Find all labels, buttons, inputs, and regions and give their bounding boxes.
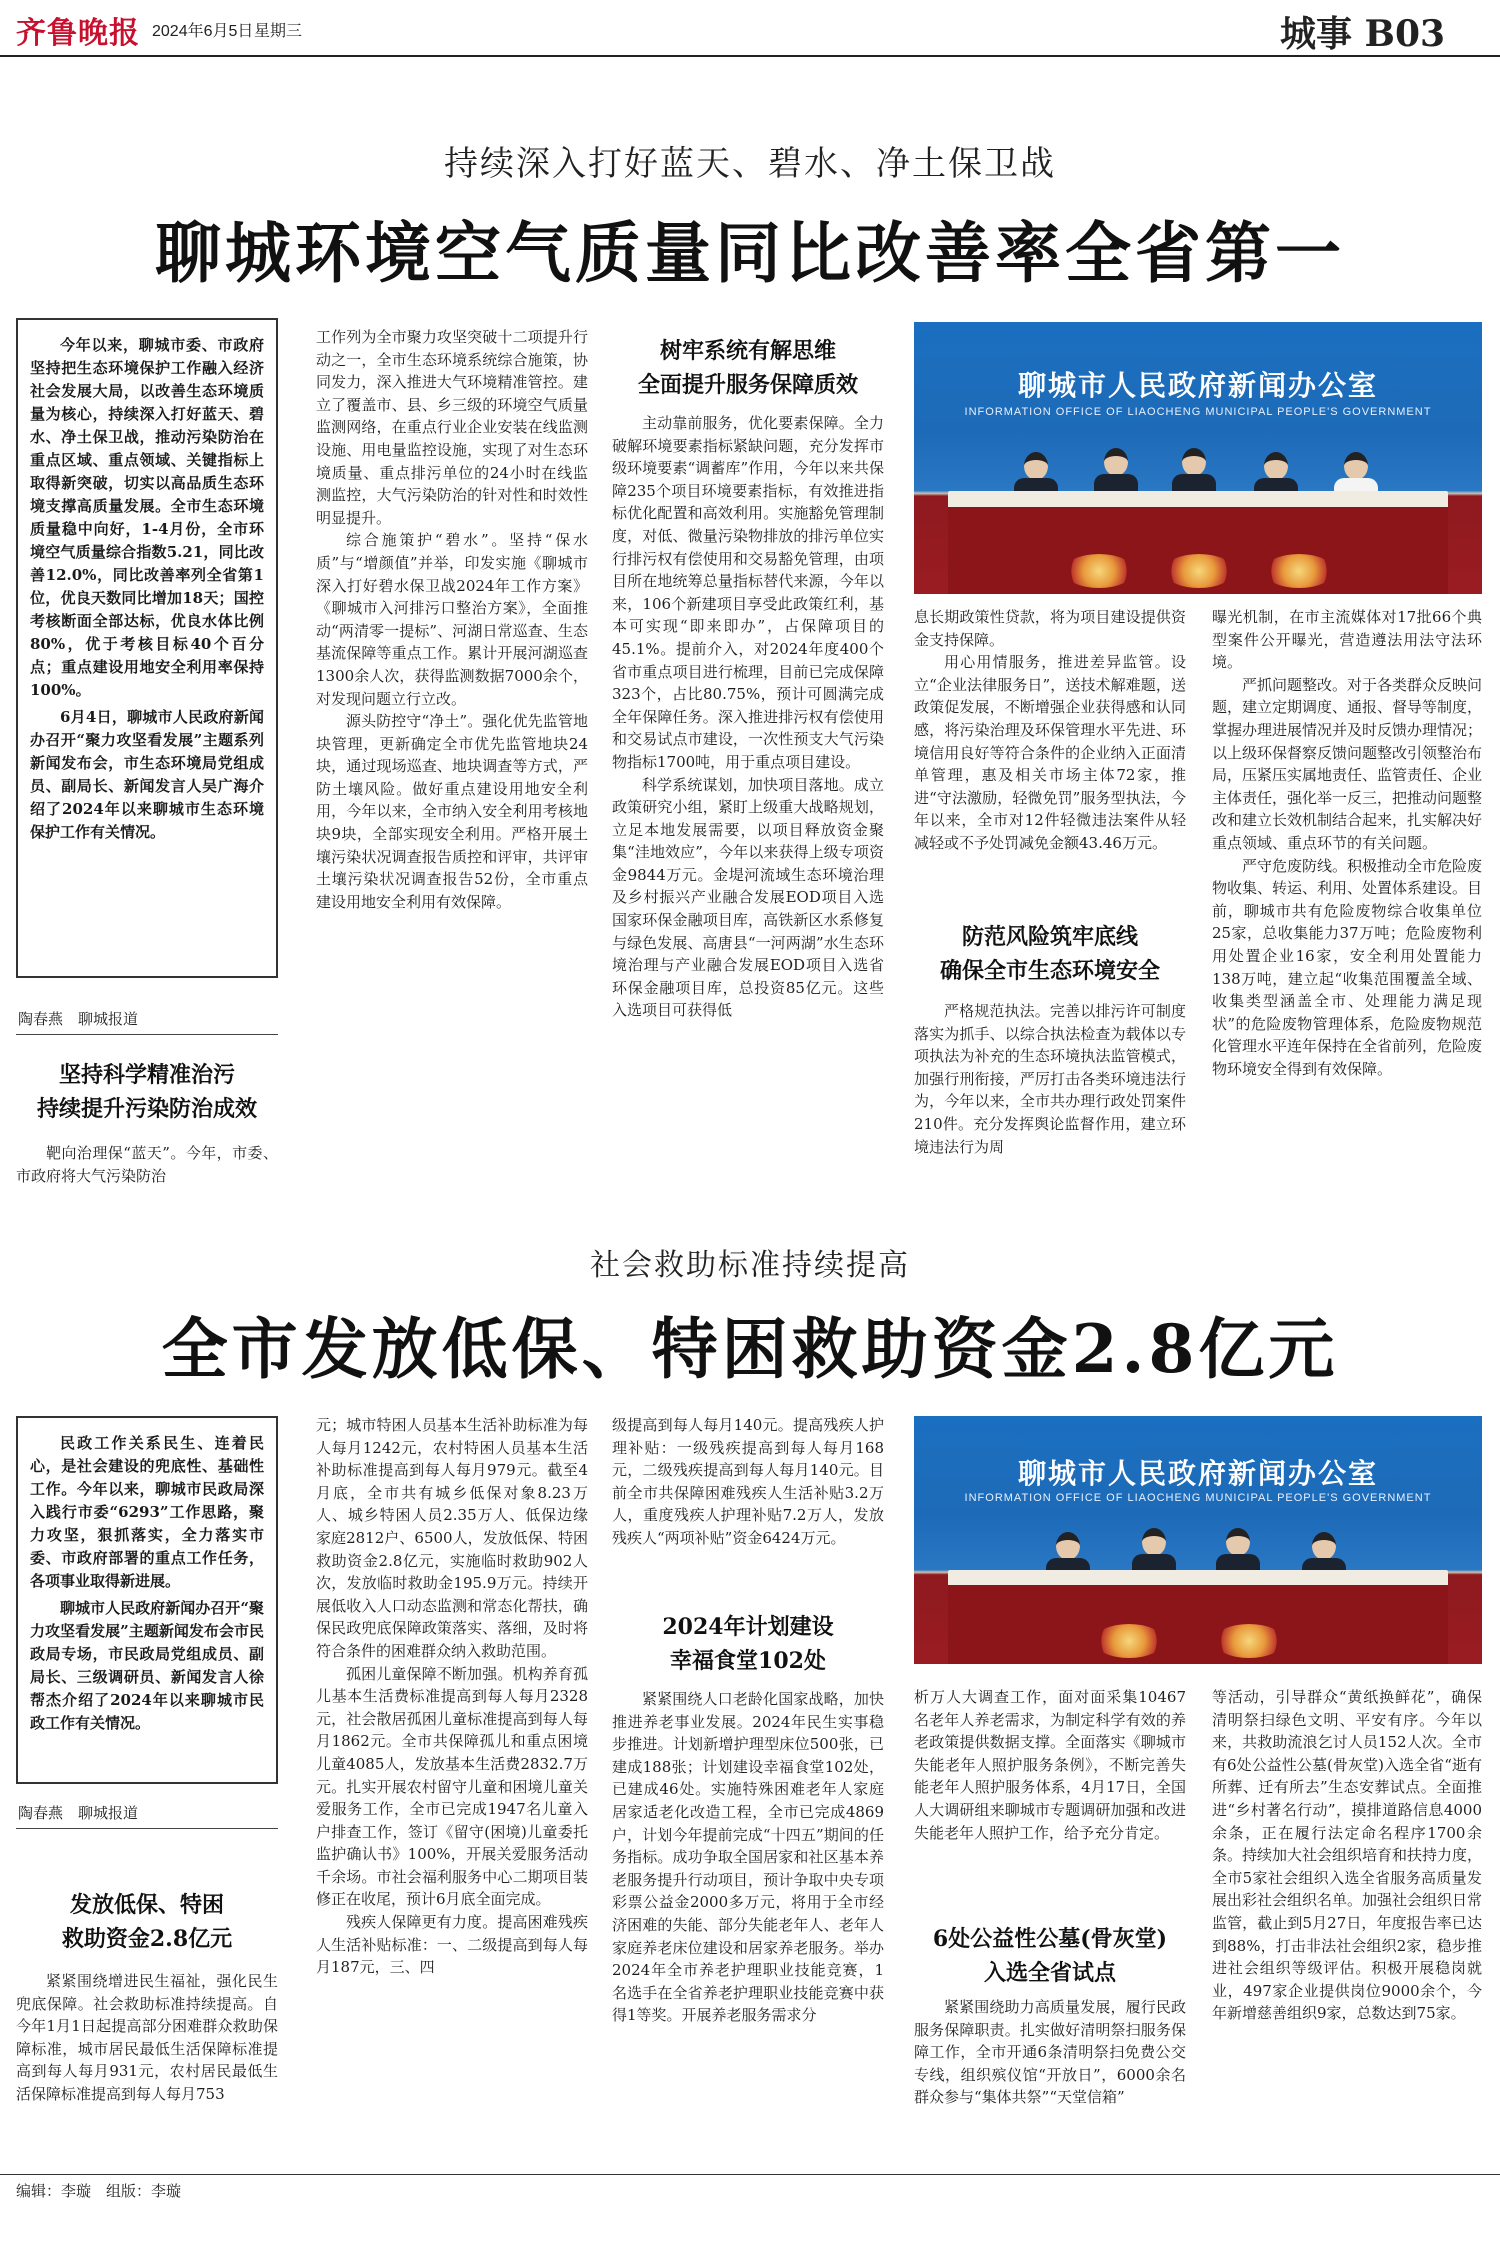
story1-headline: 聊城环境空气质量同比改善率全省第一	[155, 214, 1345, 292]
story2-subhead3	[914, 1922, 1186, 1990]
story1-lead-box	[16, 318, 278, 978]
subhead-line: 2024年计划建设	[662, 1614, 834, 1640]
issue-weekday: 星期三	[254, 21, 303, 40]
flower-arrangement	[1094, 1624, 1164, 1658]
flower-arrangement	[1264, 554, 1334, 588]
newspaper-logo: 齐鲁晚报	[16, 16, 140, 51]
article-paragraph: 等活动，引导群众“黄纸换鲜花”，确保清明祭扫绿色文明、平安有序。今年以来，共救助流浪乞讨人员152人次。全市有6处公益性公墓(骨灰堂)入选全省“逝有所葬、迁有所去”生态安葬试点。全面推进“乡村著名行动”，摸排道路信息4000余条，正在履行法定命名程序1700余条。持续加大社会组织培育和扶持力度，全市5家社会组织入选全省服务高质量发展出彩社会组织名单。加强社会组织日常监管，截止到5月27日，年度报告率已达到88%，打击非法社会组织2家，稳步推进社会组织等级评估。积极开展稳岗就业，497家企业提供岗位9000余个，今年新增慈善组织9家，总数达到75家。	[1212, 1688, 1482, 2023]
article-paragraph: 工作列为全市聚力攻坚突破十二项提升行动之一，全市生态环境系统综合施策，协同发力，深入推进大气环境精准管控。建立了覆盖市、县、乡三级的环境空气质量监测网络，在重点行业企业安装在线监测设施、用电量监控设施，实现了对生态环境质量、重点排污单位的24小时在线监测监控，大气污染防治的针对性和时效性明显提升。	[316, 328, 588, 527]
story1-kicker: 持续深入打好蓝天、碧水、净土保卫战	[444, 144, 1056, 184]
photo-banner-title: 聊城市人民政府新闻办公室	[1017, 1457, 1378, 1490]
photo-banner-subtitle: INFORMATION OFFICE OF LIAOCHENG MUNICIPAL PEOPLE'S GOVERNMENT	[964, 1492, 1432, 1504]
article-paragraph: 析万人大调查工作，面对面采集10467名老年人养老需求，为制定科学有效的养老政策提供数据支撑。全面落实《聊城市失能老年人照护服务条例》，不断完善失能老年人照护服务体系，4月17日，全国人大调研组来聊城市专题调研加强和改进失能老年人照护工作，给予充分肯定。	[914, 1688, 1186, 1842]
article-paragraph: 紧紧围绕增进民生福祉，强化民生兜底保障。社会救助标准持续提高。自今年1月1日起提高部分困难群众救助保障标准，城市居民最低生活保障标准提高到每人每月931元，农村居民最低生活保障标准提高到每人每月753	[16, 1972, 278, 2103]
story1-subhead2	[612, 334, 884, 402]
story1-col4	[914, 606, 1186, 898]
story1-col4-cont	[914, 1000, 1186, 1198]
story1-lead-paragraph: 今年以来，聊城市委、市政府坚持把生态环境保护工作融入经济社会发展大局，以改善生态环境质量为核心，持续深入打好蓝天、碧水、净土保卫战，推动污染防治在重点区域、重点领域、关键指标上取得新突破，切实以高品质生态环境支撑高质量发展。全市生态环境质量稳中向好，1-4月份，全市环境空气质量综合指数5.21，同比改善12.0%，同比改善率列全省第1位，优良天数同比增加18天；国控考核断面全部达标，优良水体比例80%，优于考核目标40个百分点；重点建设用地安全利用率保持100%。	[30, 336, 264, 699]
story2-col3	[612, 1414, 884, 1598]
story2-col4-cont	[914, 1996, 1186, 2166]
article-paragraph: 靶向治理保“蓝天”。今年，市委、市政府将大气污染防治	[16, 1144, 278, 1185]
article-paragraph: 元；城市特困人员基本生活补助标准为每人每月1242元，农村特困人员基本生活补助标准提高到每人每月979元。截至4月底，全市共有城乡低保对象8.23万人、城乡特困人员2.35万人、低保边缘家庭2812户、6500人，发放低保、特困救助资金2.8亿元，实施临时救助902人次，发放临时救助金195.9万元。持续开展低收入人口动态监测和常态化帮扶，确保民政兜底保障政策落实、落细，及时将符合条件的困难群众纳入救助范围。	[316, 1416, 588, 1660]
editor-credit: 编辑：李璇 组版：李璇	[16, 2182, 182, 2200]
subhead-line: 6处公益性公墓(骨灰堂)	[932, 1926, 1168, 1952]
article-paragraph: 严格规范执法。完善以排污许可制度落实为抓手、以综合执法检查为载体以专项执法为补充的生态环境执法监管模式，加强行刑衔接，严厉打击各类环境违法行为，今年以来，全市共办理行政处罚案件210件。充分发挥舆论监督作用，建立环境违法行为周	[914, 1002, 1186, 1156]
story2-col2	[316, 1414, 588, 2166]
article-paragraph: 残疾人保障更有力度。提高困难残疾人生活补贴标准：一、二级提高到每人每月187元，三、四	[316, 1913, 588, 1977]
story2-col5	[1212, 1686, 1482, 2166]
flower-arrangement	[1214, 1624, 1284, 1658]
article-paragraph: 孤困儿童保障不断加强。机构养育孤儿基本生活费标准提高到每人每月2328元，社会散居孤困儿童标准提高到每人每月1862元。全市共保障孤儿和重点困境儿童4085人，发放基本生活费2832.7万元。扎实开展农村留守儿童和困境儿童关爱服务工作，全市已完成1947名儿童入户排查工作，签订《留守(困境)儿童委托监护确认书》100%，开展关爱服务活动千余场。市社会福利服务中心二期项目装修正在收尾，预计6月底全面完成。	[316, 1664, 588, 1909]
article-paragraph: 曝光机制，在市主流媒体对17批66个典型案件公开曝光，营造遵法用法守法环境。	[1212, 608, 1482, 672]
story2-lead-paragraph: 民政工作关系民生、连着民心，是社会建设的兜底性、基础性工作。今年以来，聊城市民政局深入践行市委“6293”工作思路，聚力攻坚，狠抓落实，全力落实市委、市政府部署的重点工作任务，各项事业取得新进展。	[30, 1434, 264, 1590]
article-paragraph: 严抓问题整改。对于各类群众反映问题，建立定期调度、通报、督导等制度，掌握办理进展情况并及时反馈办理情况；以上级环保督察反馈问题整改引领整治布局，压紧压实属地责任、监管责任、企业主体责任，强化举一反三，把推动问题整改和建立长效机制结合起来，扎实解决好重点领域、重点环节的有关问题。	[1212, 675, 1482, 852]
story2-lead-paragraph: 聊城市人民政府新闻办召开“聚力攻坚看发展”主题新闻发布会市民政局专场，市民政局党组成员、副局长、三级调研员、新闻发言人徐帮杰介绍了2024年以来聊城市民政工作有关情况。	[30, 1599, 264, 1732]
subhead-line: 确保全市生态环境安全	[939, 958, 1160, 984]
story1-col2	[316, 326, 588, 1198]
footer-rule	[0, 2174, 1500, 2175]
story2-col1	[16, 1970, 278, 2166]
article-paragraph: 科学系统谋划，加快项目落地。成立政策研究小组，紧盯上级重大战略规划，立足本地发展需要，以项目释放资金聚集“洼地效应”，今年以来获得上级专项资金9844万元。金堤河流域生态环境治理及乡村振兴产业融合发展EOD项目入选国家环保金融项目库，高铁新区水系修复与绿色发展、高唐县“一河两湖”水生态环境治理与产业融合发展EOD项目入选省环保金融项目库，总投资85亿元。这些入选项目可获得低	[612, 775, 884, 1020]
subhead-line: 救助资金2.8亿元	[61, 1926, 233, 1952]
story1-lead-paragraph: 6月4日，聊城市人民政府新闻办召开“聚力攻坚看发展”主题系列新闻发布会，市生态环境局党组成员、副局长、新闻发言人吴广海介绍了2024年以来聊城市生态环境保护工作有关情况。	[30, 708, 264, 841]
subhead-line: 发放低保、特困	[69, 1892, 224, 1918]
story1-col1	[16, 1142, 278, 1190]
subhead-line: 树牢系统有解思维	[659, 338, 836, 364]
photo-banner-subtitle: INFORMATION OFFICE OF LIAOCHENG MUNICIPAL PEOPLE'S GOVERNMENT	[964, 406, 1432, 418]
subhead-line: 防范风险筑牢底线	[961, 924, 1138, 950]
section-label: 城事 B03	[1280, 13, 1446, 55]
subhead-line: 持续提升污染防治成效	[36, 1096, 257, 1122]
story1-col3	[612, 412, 884, 1198]
story2-headline: 全市发放低保、特困救助资金2.8亿元	[161, 1310, 1339, 1388]
article-paragraph: 级提高到每人每月140元。提高残疾人护理补贴：一级残疾提高到每人每月168元，二级残疾提高到每人每月140元。目前全市共保障困难残疾人生活补贴3.2万人，重度残疾人护理补贴7.2万人，发放残疾人“两项补贴”资金6424万元。	[612, 1416, 884, 1547]
story2-col4	[914, 1686, 1186, 1916]
red-tablecloth	[948, 1585, 1448, 1664]
issue-date: 2024年6月5日	[152, 23, 254, 40]
article-paragraph: 综合施策护“碧水”。坚持“保水质”与“增颜值”并举，印发实施《聊城市深入打好碧水保卫战2024年工作方案》《聊城市入河排污口整治方案》，全面推动“两清零一提标”、河湖日常巡查、生态基流保障等重点工作。累计开展河湖巡查1300余人次，获得监测数据7000余个，对发现问题立行立改。	[316, 531, 588, 708]
byline-rule	[16, 1034, 278, 1035]
photo-banner-title: 聊城市人民政府新闻办公室	[1017, 369, 1378, 402]
article-paragraph: 紧紧围绕助力高质量发展，履行民政服务保障职责。扎实做好清明祭扫服务保障工作，全市开通6条清明祭扫免费公交专线，组织殡仪馆“开放日”，6000余名群众参与“集体共祭”“天堂信箱”	[914, 1998, 1186, 2107]
masthead-rule	[0, 55, 1500, 57]
story2-subhead2	[612, 1610, 884, 1678]
article-paragraph: 紧紧围绕人口老龄化国家战略，加快推进养老事业发展。2024年民生实事稳步推进。计划新增护理型床位500张，已建成188张；计划建设幸福食堂102处，已建成46处。实施特殊困难老年人家庭居家适老化改造工程，全市已完成4869户，计划今年提前完成“十四五”期间的任务指标。成功争取全国居家和社区基本养老服务提升行动项目，预计争取中央专项彩票公益金2000多万元，将用于全市经济困难的失能、部分失能老年人、老年人家庭养老床位建设和居家养老服务。举办2024年全市养老护理职业技能竞赛，1名选手在全省养老护理职业技能竞赛中获得1等奖。开展养老服务需求分	[612, 1690, 884, 2025]
article-paragraph: 严守危废防线。积极推动全市危险废物收集、转运、利用、处置体系建设。目前，聊城市共有危险废物综合收集单位25家，总收集能力37万吨；危险废物利用处置企业16家，安全利用处置能力138万吨，建立起“收集范围覆盖全域、收集类型涵盖全市、处理能力满足现状”的危险废物管理体系，危险废物规范化管理水平连年保持在全省前列，危险废物环境安全得到有效保障。	[1212, 856, 1482, 1078]
article-paragraph: 息长期政策性贷款，将为项目建设提供资金支持保障。	[914, 608, 1186, 649]
story1-subhead3	[914, 920, 1186, 988]
subhead-line: 幸福食堂102处	[670, 1648, 826, 1674]
flower-arrangement	[1164, 554, 1234, 588]
article-paragraph: 主动靠前服务，优化要素保障。全力破解环境要素指标紧缺问题，充分发挥市级环境要素“调蓄库”作用，今年以来共保障235个项目环境要素指标，有效推进指标优化配置和高效利用。实施豁免管理制度，对低、微量污染物排放的排污单位实行排污权有偿使用和交易豁免管理，由项目所在地统筹总量指标替代来源，今年以来，106个新建项目享受此政策红利，基本可实现“即来即办”，占保障项目的45.1%。提前介入，对2024年度400个省市重点项目进行梳理，目前已完成保障323个，占比80.75%，预计可圆满完成全年保障任务。深入推进排污权有偿使用和交易试点市建设，一次性预支大气污染物指标1700吨，用于重点项目建设。	[612, 414, 884, 771]
story1-col5	[1212, 606, 1482, 1198]
subhead-line: 全面提升服务保障质效	[637, 372, 858, 398]
story2-col3-cont	[612, 1688, 884, 2166]
story2-press-photo	[914, 1416, 1482, 1664]
subhead-line: 坚持科学精准治污	[58, 1062, 235, 1088]
article-paragraph: 源头防控守“净土”。强化优先监管地块管理，更新确定全市优先监管地块24块，通过现场巡查、地块调查等方式，严防土壤风险。做好重点建设用地安全利用，今年以来，全市纳入安全利用考核地块9块，全部实现安全利用。严格开展土壤污染状况调查报告质控和评审，共评审土壤污染状况调查报告52份，全市重点建设用地安全利用有效保障。	[316, 712, 588, 911]
story1-byline: 陶春燕 聊城报道	[18, 1010, 139, 1028]
story2-subhead1	[16, 1888, 278, 1956]
story1-subhead1	[16, 1058, 278, 1126]
story2-kicker: 社会救助标准持续提高	[590, 1248, 910, 1283]
flower-arrangement	[1064, 554, 1134, 588]
story2-byline: 陶春燕 聊城报道	[18, 1804, 139, 1822]
story1-press-photo	[914, 322, 1482, 594]
article-paragraph: 用心用情服务，推进差异监管。设立“企业法律服务日”，送技术解难题，送政策促发展，不断增强企业获得感和认同感，将污染治理及环保管理水平先进、环境信用良好等符合条件的企业纳入正面清单管理，惠及相关市场主体72家，推进“守法激励，轻微免罚”服务型执法，今年以来，全市对12件轻微违法案件从轻减轻或不予处罚减免金额43.46万元。	[914, 653, 1186, 852]
byline-rule	[16, 1828, 278, 1829]
subhead-line: 入选全省试点	[983, 1960, 1116, 1986]
